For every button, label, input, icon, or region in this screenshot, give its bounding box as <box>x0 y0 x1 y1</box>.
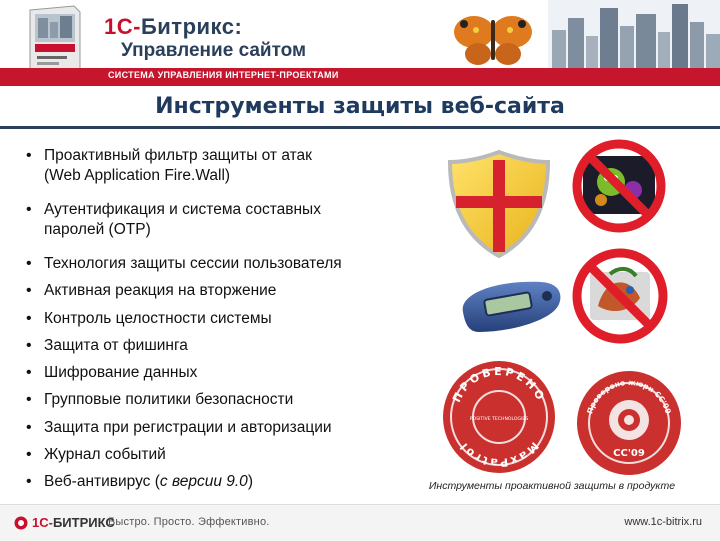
no-virus-sign-icon <box>571 138 667 234</box>
list-item-text: Активная реакция на вторжение <box>44 282 277 300</box>
list-item-text: Шифрование данных <box>44 364 198 382</box>
header-bar <box>0 68 720 86</box>
cc09-seal-icon <box>574 368 684 478</box>
butterfly-icon <box>452 10 534 68</box>
bitrix-logo-icon <box>14 516 28 530</box>
city-skyline-icon <box>548 0 720 68</box>
cc-seal-top-text: Проверено жюри CC'09 <box>585 377 673 416</box>
footer-brand <box>32 515 115 530</box>
footer-brand-name: БИТРИКС <box>52 515 115 530</box>
list-item-text: Аутентификация и система составных паролей (OTP) <box>44 201 321 238</box>
shield-icon <box>440 146 558 262</box>
list-item <box>26 336 426 356</box>
footer-slogan: Быстро. Просто. Эффективно. <box>108 516 270 528</box>
list-item-text: Технология защиты сессии пользователя <box>44 255 342 272</box>
list-item-prefix: Веб-антивирус ( <box>44 473 160 491</box>
slide-title: Инструменты защиты веб-сайта <box>155 94 565 119</box>
list-item <box>26 363 426 383</box>
brand-title <box>104 14 242 40</box>
no-phishing-sign-icon <box>570 246 670 346</box>
list-item <box>26 146 426 194</box>
positive-seal-icon <box>440 358 558 476</box>
list-item-text: Защита от фишинга <box>44 336 188 354</box>
seal-bottom-text: MaxPatrol <box>456 439 542 470</box>
list-item-suffix: ) <box>247 473 253 491</box>
seal-middle-text: POSITIVE TECHNOLOGIES <box>469 417 529 422</box>
list-item <box>26 390 426 410</box>
footer-url-link[interactable]: www.1c-bitrix.ru <box>624 516 702 528</box>
title-divider <box>0 126 720 129</box>
brand-subtitle: Управление сайтом <box>121 40 307 61</box>
seal-top-text: ПРОВЕРЕНО <box>450 364 548 405</box>
list-item <box>26 254 426 274</box>
brand-name: Битрикс: <box>140 14 243 39</box>
list-item <box>26 445 426 465</box>
list-item-text: Журнал событий <box>44 446 166 464</box>
list-item-text: Контроль целостности системы <box>44 309 272 327</box>
illustration-caption: Инструменты проактивной защиты в продукте <box>428 480 676 492</box>
product-box-icon <box>22 4 84 76</box>
slide-header <box>0 0 720 88</box>
otp-token-icon <box>455 272 565 342</box>
list-item <box>26 472 426 492</box>
list-item-text: Защита при регистрации и авторизации <box>44 418 332 436</box>
slide-footer <box>0 504 720 541</box>
list-item <box>26 418 426 438</box>
footer-brand-prefix: 1С- <box>32 515 53 530</box>
list-item-italic: с версии 9.0 <box>159 473 248 491</box>
header-bar-text: СИСТЕМА УПРАВЛЕНИЯ ИНТЕРНЕТ-ПРОЕКТАМИ <box>108 70 339 80</box>
list-item <box>26 281 426 301</box>
list-item <box>26 200 426 248</box>
feature-list <box>26 146 426 500</box>
cc-seal-badge: CC'09 <box>613 448 645 459</box>
list-item-text: Проактивный фильтр защиты от атак (Web Application Fire.Wall) <box>44 147 312 184</box>
brand-prefix: 1С- <box>104 14 141 39</box>
list-item-text: Групповые политики безопасности <box>44 391 294 409</box>
list-item <box>26 309 426 329</box>
